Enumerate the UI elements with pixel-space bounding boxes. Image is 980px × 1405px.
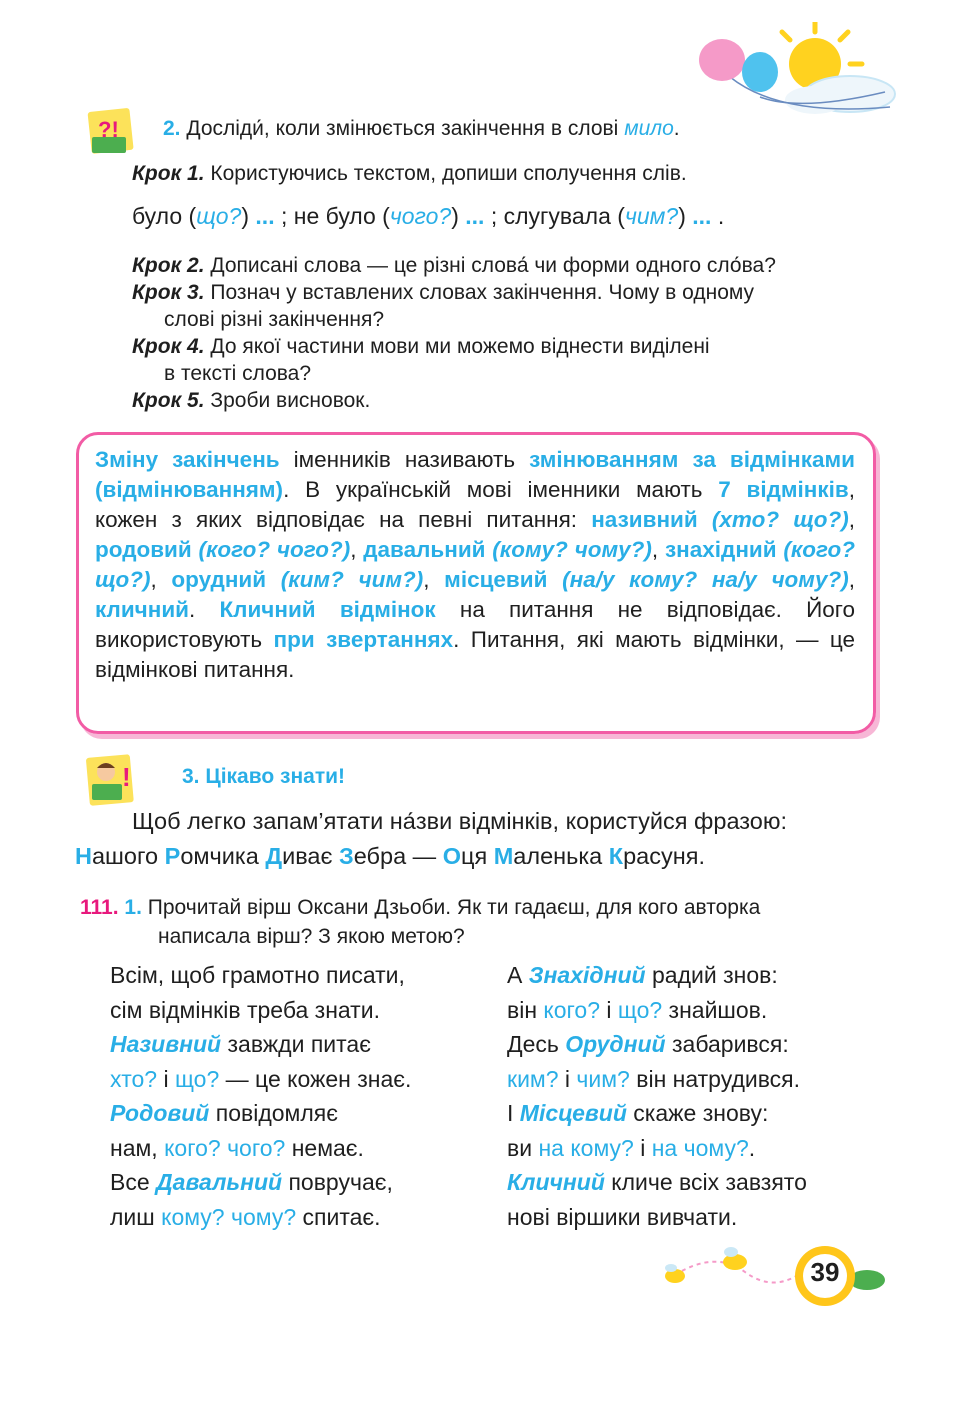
rule-box: Зміну закінчень іменників називають змінюванням за відмінками (відмінюванням). В українській мові іменники мають 7 відмінків, кожен з яких відповідає на певні питання: називний (хто? що?), родовий (кого? чого?), давальний (кому? чому?), знахідний (кого? що?), орудний (ким? чим?), місцевий (на/у кому? на/у чому?), кличний. Кличний відмінок на питання не відповідає. Його використовують при звертаннях. Питання, які мають відмінки, — це відмінкові питання.	[76, 432, 876, 734]
poem-line: сім відмінків треба знати.	[110, 996, 380, 1023]
bee-icon	[723, 1247, 747, 1270]
step-5: Крок 5. Зроби висновок.	[132, 389, 371, 412]
step-1-text: Користуючись текстом, допиши сполучення слів.	[204, 162, 687, 185]
case-nominative: називний	[591, 507, 698, 532]
step-4-continued: в тексті слова?	[164, 362, 312, 385]
poem-line: ви на кому? і на чому?.	[507, 1134, 756, 1161]
poem-line: Всім, щоб грамотно писати,	[110, 962, 405, 988]
poem-line: ким? і чим? він натрудився.	[507, 1065, 801, 1092]
question-1: що?	[196, 203, 242, 229]
poem-line: нам, кого? чого? немає.	[110, 1134, 364, 1161]
poem-line: І Місцевий скаже знову:	[507, 1100, 769, 1126]
task-2-heading: 2. Досліди́, коли змінюється закінчення в слові мило.	[163, 117, 680, 140]
task-2-number: 2.	[163, 117, 181, 140]
poem-line: хто? і що? — це кожен знає.	[110, 1065, 412, 1092]
task-3-title: Цікаво знати!	[205, 765, 346, 788]
task-3-intro: Щоб легко запам’ятати на́зви відмінків, користуйся фразою:	[132, 808, 787, 834]
task-3-number: 3.	[182, 765, 200, 788]
case-accusative: знахідний	[664, 537, 777, 562]
poem-line: Все Давальний повручає,	[110, 1169, 393, 1195]
case-genitive: родовий	[95, 537, 192, 562]
mnemonic-phrase: Нашого Ромчика Диває Зебра — Оця Маленька Красуня.	[75, 843, 705, 869]
poem-line: Десь Орудний забарився:	[507, 1031, 789, 1057]
poem-line: нові віршики вивчати.	[507, 1203, 738, 1230]
task-2-word: мило	[624, 117, 674, 140]
reading-boy-icon	[80, 752, 140, 812]
step-1	[132, 160, 687, 187]
step-2: Крок 2. Дописані слова — це різні слова́ чи форми одного сло́ва?	[132, 254, 776, 277]
step-1-label: Крок 1.	[132, 162, 205, 185]
blank-2: ...	[465, 203, 485, 229]
bee-icon	[665, 1264, 685, 1283]
task-3-heading	[182, 765, 345, 789]
question-3: чим?	[624, 203, 679, 229]
task-2-text: Досліди́, коли змінюється закінчення в слові	[186, 117, 625, 140]
poem-line: лиш кому? чому? спитає.	[110, 1203, 381, 1230]
blank-3: ...	[692, 203, 712, 229]
poem-line: Називний завжди питає	[110, 1031, 371, 1057]
poem-line: він кого? і що? знайшов.	[507, 996, 768, 1023]
exercise-number: 111.	[80, 896, 119, 919]
research-icon	[80, 105, 140, 165]
svg-text:!: !	[122, 762, 131, 792]
bees-decoration	[655, 1240, 890, 1310]
question-2: чого?	[389, 203, 452, 229]
case-locative: місцевий	[444, 567, 548, 592]
page-number: 39	[810, 1257, 840, 1287]
exercise-111: 111. 1. Прочитай вірш Оксани Дзьоби. Як ти гадаєш, для кого авторка написала вірш? З якою метою?	[80, 896, 761, 948]
phrases-line: було (що?) ... ; не було (чого?) ... ; слугувала (чим?) ... .	[132, 203, 725, 229]
case-dative: давальний	[363, 537, 486, 562]
balloons-sun-decoration	[690, 22, 900, 132]
step-4: Крок 4. До якої частини мови ми можемо віднести виділені	[132, 335, 710, 358]
step-3-continued: слові різні закінчення?	[164, 308, 385, 331]
case-vocative: кличний	[95, 597, 189, 622]
blank-1: ...	[255, 203, 275, 229]
svg-text:?!: ?!	[98, 117, 119, 142]
step-3: Крок 3. Познач у вставлених словах закінчення. Чому в одному	[132, 281, 755, 304]
balloon-blue-icon	[742, 52, 778, 92]
poem-right-column	[507, 958, 807, 1234]
steps-block	[132, 252, 857, 414]
case-instrumental: орудний	[171, 567, 267, 592]
poem-left-column	[110, 958, 411, 1234]
poem-line: А Знахідний радий знов:	[507, 962, 778, 988]
poem-line: Родовий повідомляє	[110, 1100, 338, 1126]
balloon-pink-icon	[699, 39, 745, 81]
poem-line: Кличний кличе всіх завзято	[507, 1169, 807, 1195]
